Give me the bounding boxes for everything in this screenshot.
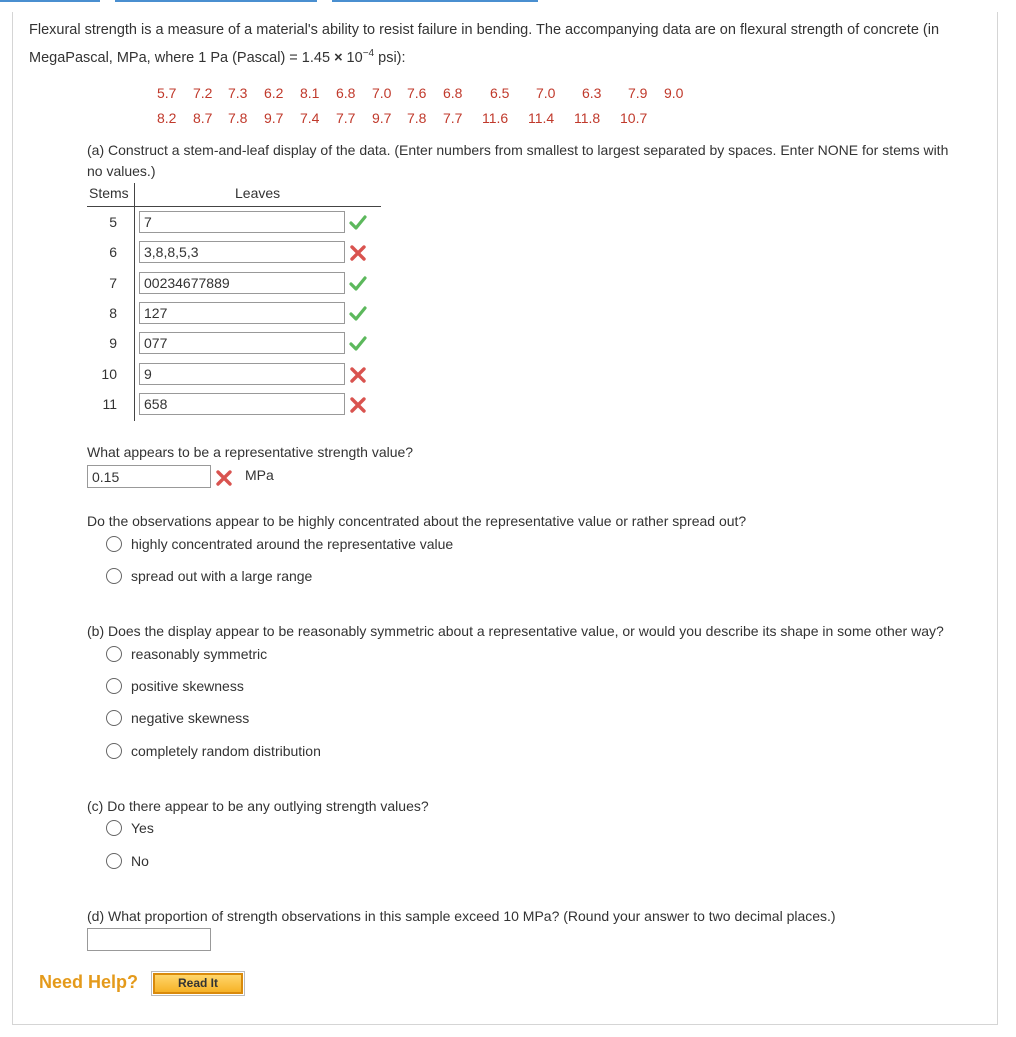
data-value: 5.7 xyxy=(157,85,177,101)
tab-indicator-1[interactable] xyxy=(0,0,100,2)
concentration-question: Do the observations appear to be highly concentrated about the representative value or rather spread out? xyxy=(87,513,747,529)
radio-label: No xyxy=(131,853,149,869)
stem-value: 6 xyxy=(109,244,117,260)
intro-times-sign: × xyxy=(334,49,343,66)
radio-button[interactable] xyxy=(106,646,122,662)
data-value: 7.0 xyxy=(372,85,392,101)
data-value: 6.8 xyxy=(443,85,463,101)
stem-value: 5 xyxy=(109,214,117,230)
radio-label: highly concentrated around the representative value xyxy=(131,536,454,552)
checkmark-icon xyxy=(349,305,367,323)
data-value: 11.8 xyxy=(574,110,601,126)
checkmark-icon xyxy=(349,335,367,353)
data-value: 7.2 xyxy=(193,85,213,101)
x-mark-icon xyxy=(349,366,367,384)
tab-indicator-2[interactable] xyxy=(115,0,317,2)
part-c-question: (c) Do there appear to be any outlying strength values? xyxy=(87,798,429,814)
checkmark-icon xyxy=(349,214,367,232)
leaf-input[interactable] xyxy=(139,393,345,415)
x-mark-icon xyxy=(349,396,367,414)
radio-button[interactable] xyxy=(106,710,122,726)
stem-row xyxy=(87,302,382,326)
stem-row xyxy=(87,363,382,387)
radio-button[interactable] xyxy=(106,678,122,694)
part-d-question: (d) What proportion of strength observations in this sample exceed 10 MPa? (Round your answer to two decimal places.) xyxy=(87,908,836,924)
x-mark-icon xyxy=(215,469,233,487)
unit-label: MPa xyxy=(245,467,274,483)
stem-value: 7 xyxy=(109,275,117,291)
data-value: 7.3 xyxy=(228,85,248,101)
data-value: 6.2 xyxy=(264,85,284,101)
data-value: 6.3 xyxy=(582,85,602,101)
stem-row xyxy=(87,272,382,296)
data-value: 8.2 xyxy=(157,110,177,126)
part-a-prompt xyxy=(87,140,987,182)
checkmark-icon xyxy=(349,275,367,293)
data-value: 10.7 xyxy=(620,110,648,126)
data-value: 7.4 xyxy=(300,110,320,126)
stem-row xyxy=(87,332,382,356)
stem-value: 11 xyxy=(102,396,117,412)
data-value: 7.9 xyxy=(628,85,648,101)
leaf-input[interactable] xyxy=(139,332,345,354)
data-value: 7.0 xyxy=(536,85,556,101)
proportion-input[interactable] xyxy=(87,928,211,951)
radio-button[interactable] xyxy=(106,536,122,552)
radio-button[interactable] xyxy=(106,820,122,836)
part-a-prompt-line1: (a) Construct a stem-and-leaf display of the data. (Enter numbers from smallest to largest separated by spaces. Enter NONE for stems with xyxy=(87,142,949,158)
stem-value: 10 xyxy=(101,366,117,382)
data-value: 7.8 xyxy=(228,110,248,126)
intro-line-1: Flexural strength is a measure of a material's ability to resist failure in bending. The accompanying data are on flexural strength of concrete (in xyxy=(29,22,940,38)
stems-header: Stems xyxy=(89,185,129,201)
leaf-input[interactable] xyxy=(139,272,345,294)
intro-line-2b: 10 xyxy=(342,49,363,66)
radio-label: spread out with a large range xyxy=(131,568,313,584)
top-tab-strip xyxy=(0,0,1016,3)
data-value: 9.0 xyxy=(664,85,684,101)
x-mark-icon xyxy=(349,244,367,262)
leaf-input[interactable] xyxy=(139,241,345,263)
radio-label: positive skewness xyxy=(131,678,244,694)
stem-row xyxy=(87,393,382,417)
leaves-header: Leaves xyxy=(235,185,281,201)
leaf-input[interactable] xyxy=(139,211,345,233)
stem-and-leaf-table xyxy=(87,183,382,423)
header-divider xyxy=(87,206,381,207)
data-value: 7.7 xyxy=(336,110,356,126)
stem-row xyxy=(87,211,382,235)
leaf-input[interactable] xyxy=(139,363,345,385)
stem-value: 8 xyxy=(109,305,117,321)
data-value: 8.1 xyxy=(300,85,320,101)
data-value: 9.7 xyxy=(264,110,284,126)
part-a-prompt-line2: no values.) xyxy=(87,163,156,179)
intro-line-2c: psi): xyxy=(374,49,406,66)
radio-button[interactable] xyxy=(106,568,122,584)
intro-line-2a: MegaPascal, MPa, where 1 Pa (Pascal) = 1.45 xyxy=(29,49,335,66)
data-value: 11.4 xyxy=(528,110,555,126)
data-value: 6.5 xyxy=(490,85,510,101)
radio-label: Yes xyxy=(131,820,154,836)
data-value: 7.7 xyxy=(443,110,463,126)
intro-exponent: −4 xyxy=(362,48,375,59)
data-value: 11.6 xyxy=(482,110,509,126)
data-value: 6.8 xyxy=(336,85,356,101)
stem-row xyxy=(87,241,382,265)
data-value: 8.7 xyxy=(193,110,213,126)
part-b-question: (b) Does the display appear to be reasonably symmetric about a representative value, or would you describe its shape in some other way? xyxy=(87,623,944,639)
radio-button[interactable] xyxy=(106,853,122,869)
data-value: 7.8 xyxy=(407,110,427,126)
read-it-button[interactable]: Read It xyxy=(153,973,243,994)
question-intro xyxy=(29,18,979,70)
radio-label: completely random distribution xyxy=(131,743,321,759)
radio-button[interactable] xyxy=(106,743,122,759)
radio-label: reasonably symmetric xyxy=(131,646,268,662)
intro-line-2 xyxy=(29,42,979,70)
stem-value: 9 xyxy=(109,335,117,351)
tab-indicator-3[interactable] xyxy=(332,0,538,2)
radio-label: negative skewness xyxy=(131,710,250,726)
leaf-input[interactable] xyxy=(139,302,345,324)
data-value: 7.6 xyxy=(407,85,427,101)
data-value: 9.7 xyxy=(372,110,392,126)
representative-question: What appears to be a representative strength value? xyxy=(87,444,414,460)
representative-value-input[interactable] xyxy=(87,465,211,488)
need-help-label: Need Help? xyxy=(39,972,139,992)
